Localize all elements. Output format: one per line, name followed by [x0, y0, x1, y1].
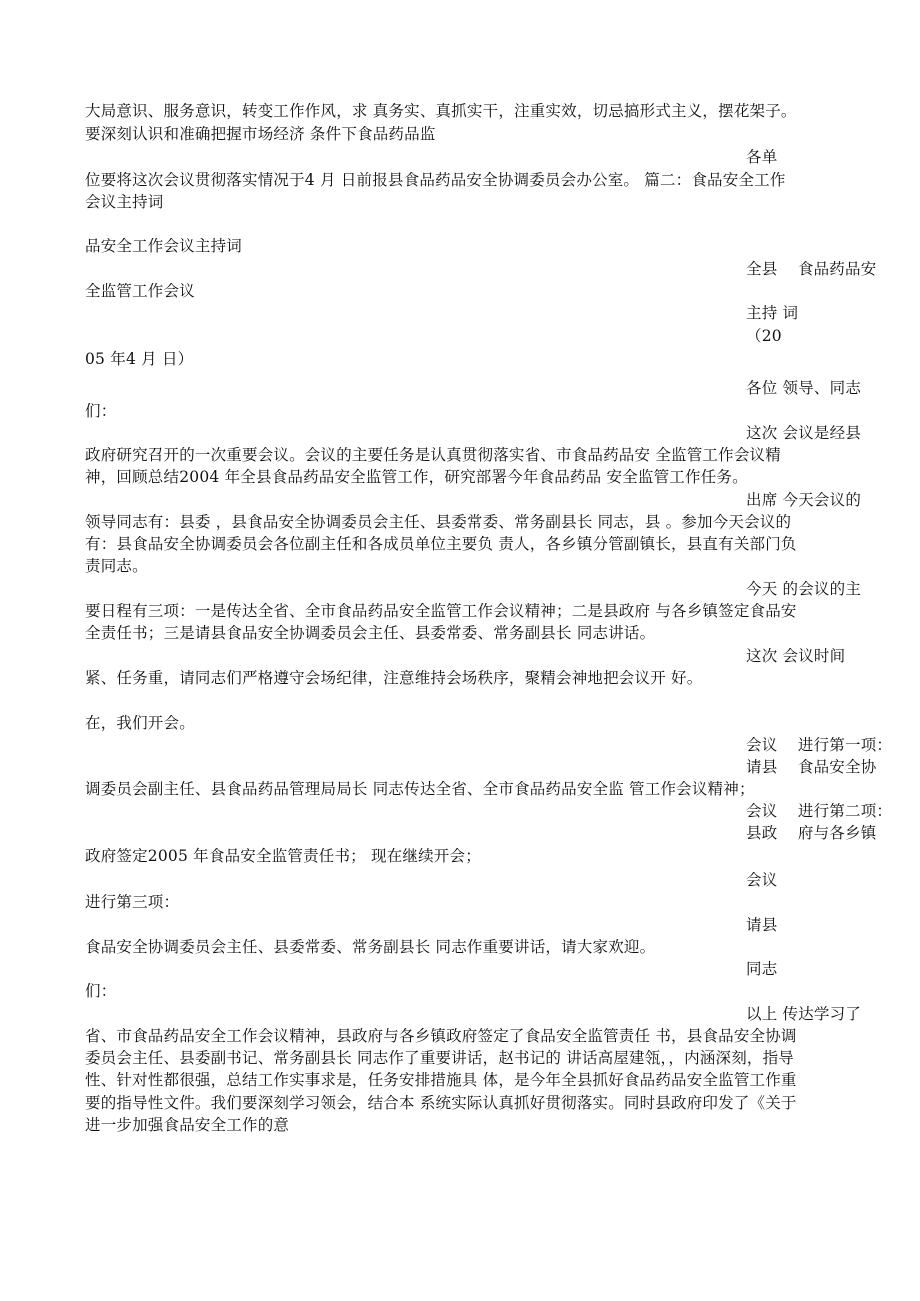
text-line: 这次 会议是经县	[746, 424, 862, 442]
text-line: 会议主持词	[85, 193, 164, 211]
text-line: 性、针对性都很强，总结工作实事求是，任务安排措施具 体，是今年全县抓好食品药品安全监管工作重	[85, 1071, 797, 1089]
text-line: 领导同志有：县委 ，县食品安全协调委员会主任、县委常委、常务副县长 同志，县 。参加今天会议的	[85, 513, 792, 531]
text-line: 食品安全协调委员会主任、县委常委、常务副县长 同志作重要讲话，请大家欢迎。	[85, 938, 656, 956]
text-line: 会议 进行第二项：	[746, 802, 893, 820]
text-line: 以上 传达学习了	[746, 1005, 862, 1023]
text-line: 会议 进行第一项：	[746, 736, 893, 754]
text-line: 进一步加强食品安全工作的意	[85, 1116, 290, 1134]
text-line: 县政 府与各乡镇	[746, 824, 877, 842]
text-line: 们：	[85, 982, 117, 1000]
text-line: 政府签定2005 年食品安全监管责任书； 现在继续开会；	[85, 847, 481, 865]
text-line: 要的指导性文件。我们要深刻学习领会，结合本 系统实际认真抓好贯彻落实。同时县政府印发了《关于	[85, 1094, 797, 1112]
text-line: 政府研究召开的一次重要会议。会议的主要任务是认真贯彻落实省、市食品药品安 全监管工作会议精	[85, 446, 781, 464]
text-line: （20	[746, 327, 782, 345]
text-line: 省、市食品药品安全工作会议精神，县政府与各乡镇政府签定了食品安全监管责任 书，县食品安全协调	[85, 1027, 797, 1045]
text-line: 有：县食品安全协调委员会各位副主任和各成员单位主要负 责人，各乡镇分管副镇长，县直有关部门负	[85, 535, 797, 553]
text-line: 调委员会副主任、县食品药品管理局局长 同志传达全省、全市食品药品安全监 管工作会议精神；	[85, 780, 755, 798]
text-line: 要日程有三项：一是传达全省、全市食品药品安全监管工作会议精神；二是县政府 与各乡镇签定食品安	[85, 602, 797, 620]
text-line: 责同志。	[85, 557, 148, 575]
text-line: 在，我们开会。	[85, 714, 195, 732]
text-line: 神，回顾总结2004 年全县食品药品安全监管工作，研究部署今年食品药品 安全监管工作任务。	[85, 468, 748, 486]
text-line: 这次 会议时间	[746, 647, 846, 665]
text-line: 同志	[746, 960, 778, 978]
text-line: 各位 领导、同志	[746, 379, 862, 397]
text-line: 今天 的会议的主	[746, 580, 862, 598]
text-line: 们：	[85, 402, 117, 420]
text-line: 位要将这次会议贯彻落实情况于4 月 日前报县食品药品安全协调委员会办公室。 篇二：食品安全工作	[85, 171, 786, 189]
text-line: 进行第三项：	[85, 893, 180, 911]
text-line: 品安全工作会议主持词	[85, 237, 243, 255]
text-line: 各单	[746, 148, 778, 166]
text-line: 请县	[746, 916, 778, 934]
text-line: 主持 词	[746, 304, 799, 322]
text-line: 请县 食品安全协	[746, 758, 877, 776]
text-line: 要深刻认识和准确把握市场经济 条件下食品药品监	[85, 125, 436, 143]
text-line: 全监管工作会议	[85, 282, 195, 300]
text-line: 大局意识、服务意识，转变工作作风，求 真务实、真抓实干，注重实效，切忌搞形式主义，摆花架子。	[85, 102, 797, 120]
text-line: 紧、任务重，请同志们严格遵守会场纪律，注意维持会场秩序，聚精会神地把会议开 好。	[85, 669, 703, 687]
text-line: 出席 今天会议的	[746, 491, 862, 509]
text-line: 全县 食品药品安	[746, 260, 877, 278]
text-line: 05 年4 月 日）	[85, 350, 194, 368]
text-line: 全责任书；三是请县食品安全协调委员会主任、县委常委、常务副县长 同志讲话。	[85, 624, 656, 642]
text-line: 委员会主任、县委副书记、常务副县长 同志作了重要讲话，赵书记的 讲话高屋建瓴，，内涵深刻，指导	[85, 1049, 795, 1067]
text-line: 会议	[746, 871, 778, 889]
